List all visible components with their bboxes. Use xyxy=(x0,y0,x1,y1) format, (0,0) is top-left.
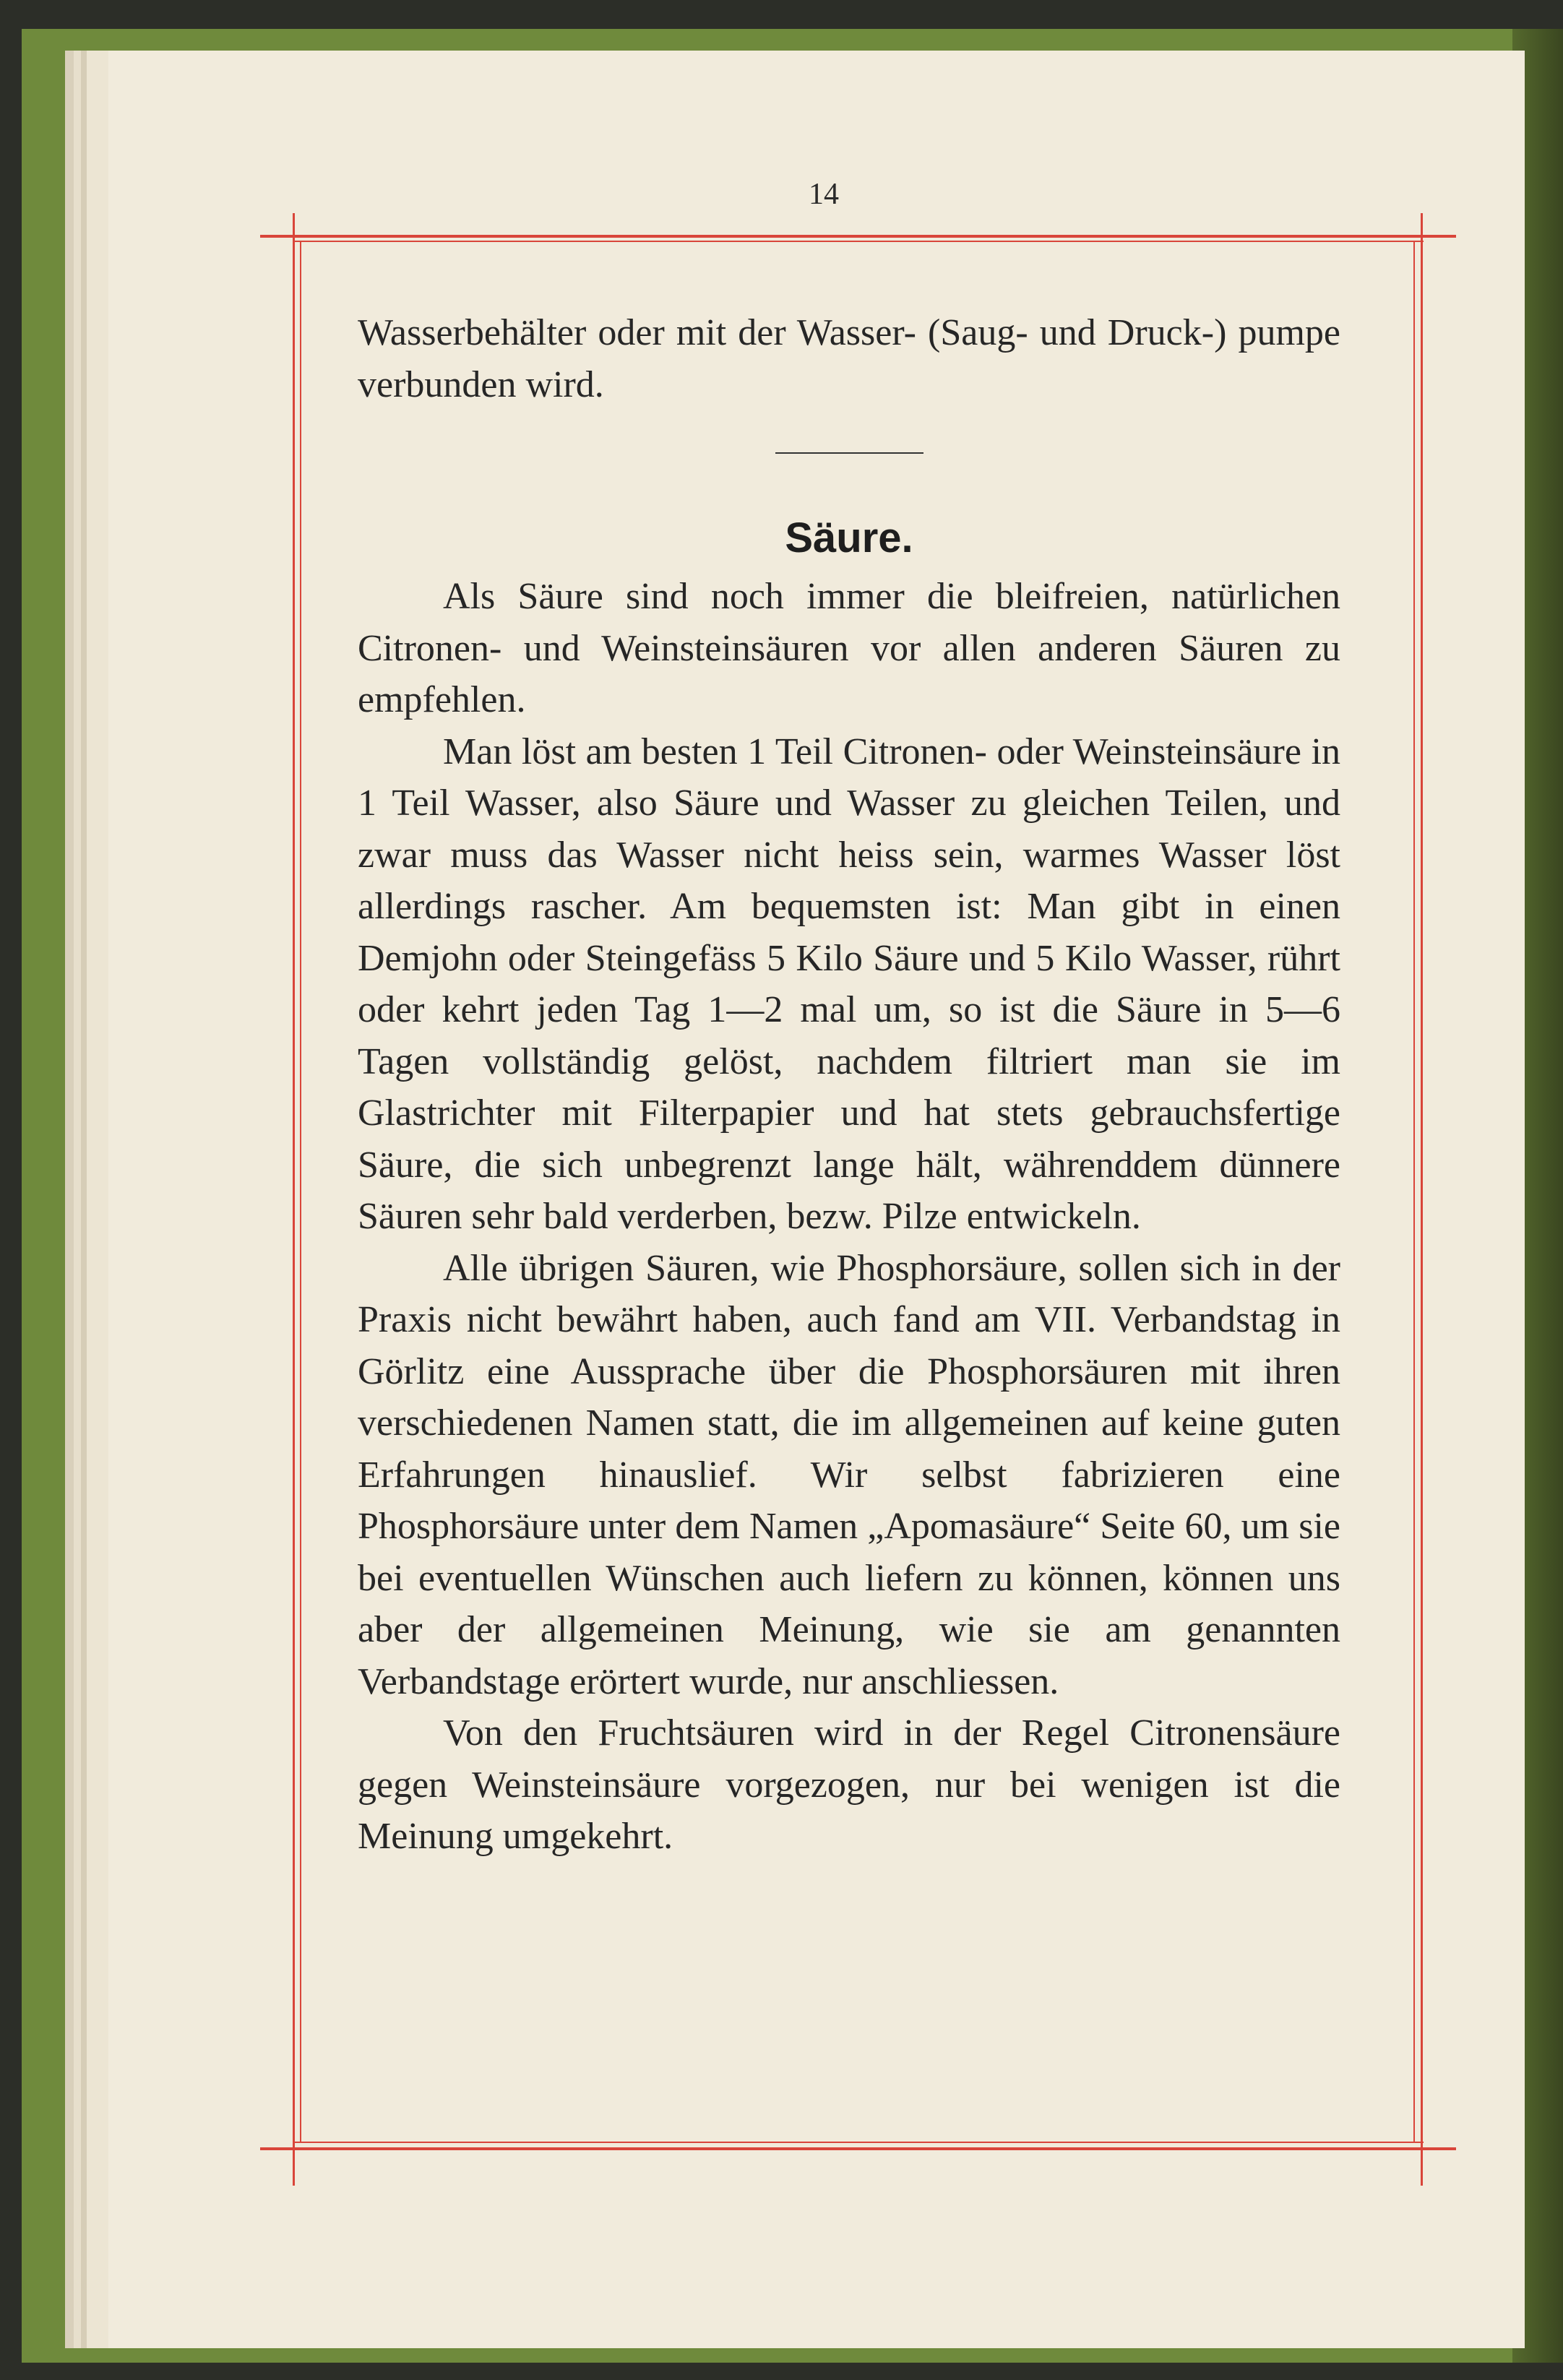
frame-rule-left-inner xyxy=(300,241,301,2143)
page-text xyxy=(358,307,1340,1863)
frame-rule-right-inner xyxy=(1413,241,1415,2143)
frame-rule-bottom-inner xyxy=(293,2142,1424,2143)
paragraph-3: Alle übrigen Säuren, wie Phosphorsäure, sollen sich in der Praxis nicht bewährt haben, auch fand am VII. Verbandstag in Görlitz eine Aussprache über die Phosphorsäuren mit ihren verschiedenen Namen statt, die im allgemeinen auf keine guten Erfahrungen hinauslief. Wir selbst fabrizieren eine Phosphorsäure unter dem Namen „Apomasäure“ Seite 60, um sie bei eventuellen Wünschen auch liefern zu können, können uns aber der allgemeinen Meinung, wie sie am genannten Verbandstage erörtert wurde, nur anschliessen. xyxy=(358,1247,1340,1702)
section-separator xyxy=(775,452,923,454)
frame-rule-top xyxy=(260,235,1456,238)
frame-rule-right xyxy=(1421,213,1423,2186)
paragraph-2: Man löst am besten 1 Teil Citronen- oder Weinsteinsäure in 1 Teil Wasser, also Säure und Wasser zu gleichen Teilen, und zwar muss das Wasser nicht heiss sein, warmes Wasser löst allerdings rascher. Am bequemsten ist: Man gibt in einen Demjohn oder Steingefäss 5 Kilo Säure und 5 Kilo Wasser, rührt oder kehrt jeden Tag 1—2 mal um, so ist die Säure in 5—6 Tagen vollständig gelöst, nachdem filtriert man sie im Glastrichter mit Filterpapier und hat stets gebrauchsfertige Säure, die sich unbegrenzt lange hält, währenddem dünnere Säuren sehr bald verderben, bezw. Pilze entwickeln. xyxy=(358,730,1340,1237)
intro-paragraph: Wasserbehälter oder mit der Wasser- (Saug- und Druck-) pumpe verbunden wird. xyxy=(358,312,1340,405)
frame-rule-bottom xyxy=(260,2147,1456,2150)
paragraph-4: Von den Fruchtsäuren wird in der Regel Citronensäure gegen Weinsteinsäure vorgezogen, nur bei wenigen ist die Meinung umgekehrt. xyxy=(358,1712,1340,1857)
paragraph-1: Als Säure sind noch immer die bleifreien, natürlichen Citronen- und Weinsteinsäuren vor allen anderen Säuren zu empfehlen. xyxy=(358,576,1340,720)
frame-rule-left xyxy=(293,213,295,2186)
page-number: 14 xyxy=(809,178,839,211)
frame-rule-top-inner xyxy=(293,241,1424,242)
section-heading: Säure. xyxy=(785,514,913,561)
